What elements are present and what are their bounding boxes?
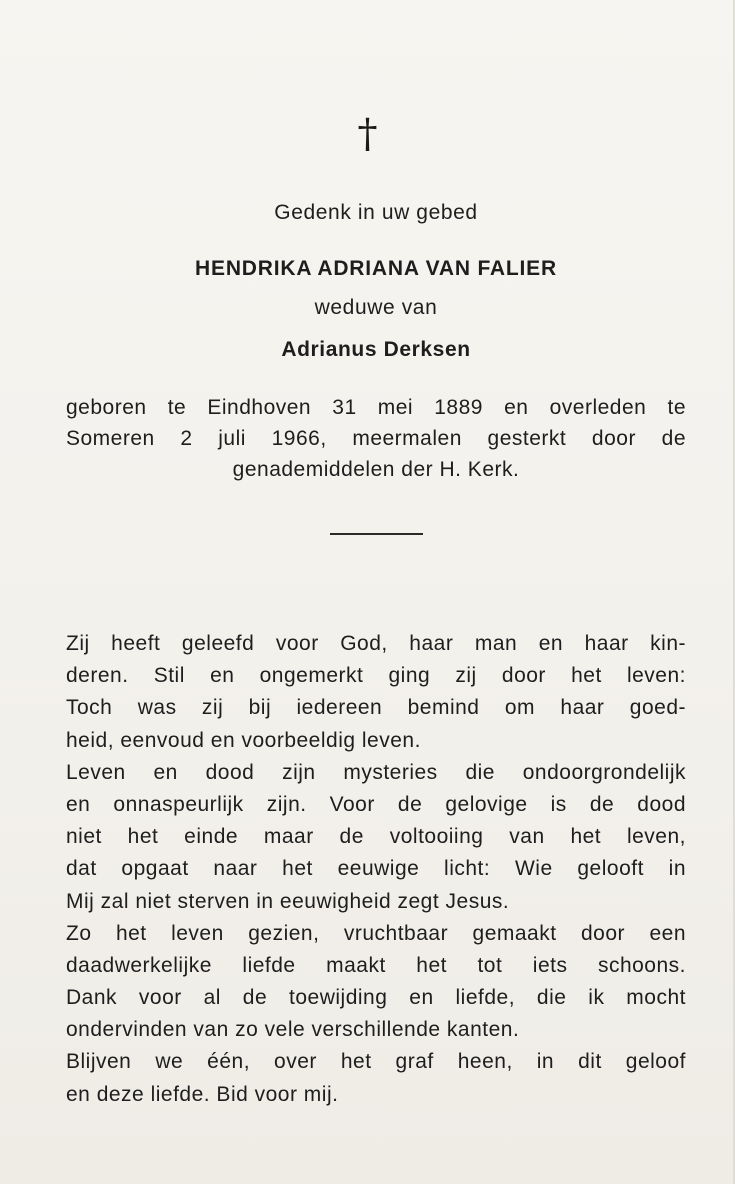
birth-death-line: Someren 2 juli 1966, meermalen gesterkt door de [66,427,686,450]
widow-of-line: weduwe van [314,296,438,319]
birth-death-paragraph [66,392,686,485]
birth-death-line: geboren te Eindhoven 31 mei 1889 en overleden te [66,396,686,419]
memorial-text-line: en onnaspeurlijk zijn. Voor de gelovige is de dood [66,792,686,816]
memorial-text-line: deren. Stil en ongemerkt ging zij door het leven: [66,664,686,688]
cross-icon: † [357,111,378,157]
memorial-text-line: Blijven we één, over het graf heen, in dit geloof [66,1050,686,1074]
memorial-text-line: Mij zal niet sterven in eeuwigheid zegt Jesus. [66,889,510,913]
memorial-text-line: Dank voor al de toewijding en liefde, die ik mocht [66,986,686,1010]
memorial-text-line: Zo het leven gezien, vruchtbaar gemaakt door een [66,921,686,945]
remember-line: Gedenk in uw gebed [274,201,478,224]
separator-line [330,533,423,535]
memorial-text-line: daadwerkelijke liefde maakt het tot iets schoons. [66,953,686,977]
deceased-name: HENDRIKA ADRIANA VAN FALIER [195,257,557,280]
birth-death-line: genademiddelen der H. Kerk. [232,458,520,481]
memorial-text [66,628,686,1111]
memorial-text-line: heid, eenvoud en voorbeeldig leven. [66,728,421,752]
memorial-text-line: Zij heeft geleefd voor God, haar man en haar kin- [66,632,686,655]
memorial-text-line: ondervinden van zo vele verschillende kanten. [66,1018,520,1042]
memorial-text-line: dat opgaat naar het eeuwige licht: Wie gelooft in [66,857,686,881]
memorial-text-line: Leven en dood zijn mysteries die ondoorgrondelijk [66,760,686,784]
husband-name: Adrianus Derksen [281,338,471,361]
memorial-text-line: niet het einde maar de voltooiing van het leven, [66,825,686,849]
memorial-text-line: en deze liefde. Bid voor mij. [66,1082,339,1106]
memorial-text-line: Toch was zij bij iedereen bemind om haar goed- [66,696,686,720]
